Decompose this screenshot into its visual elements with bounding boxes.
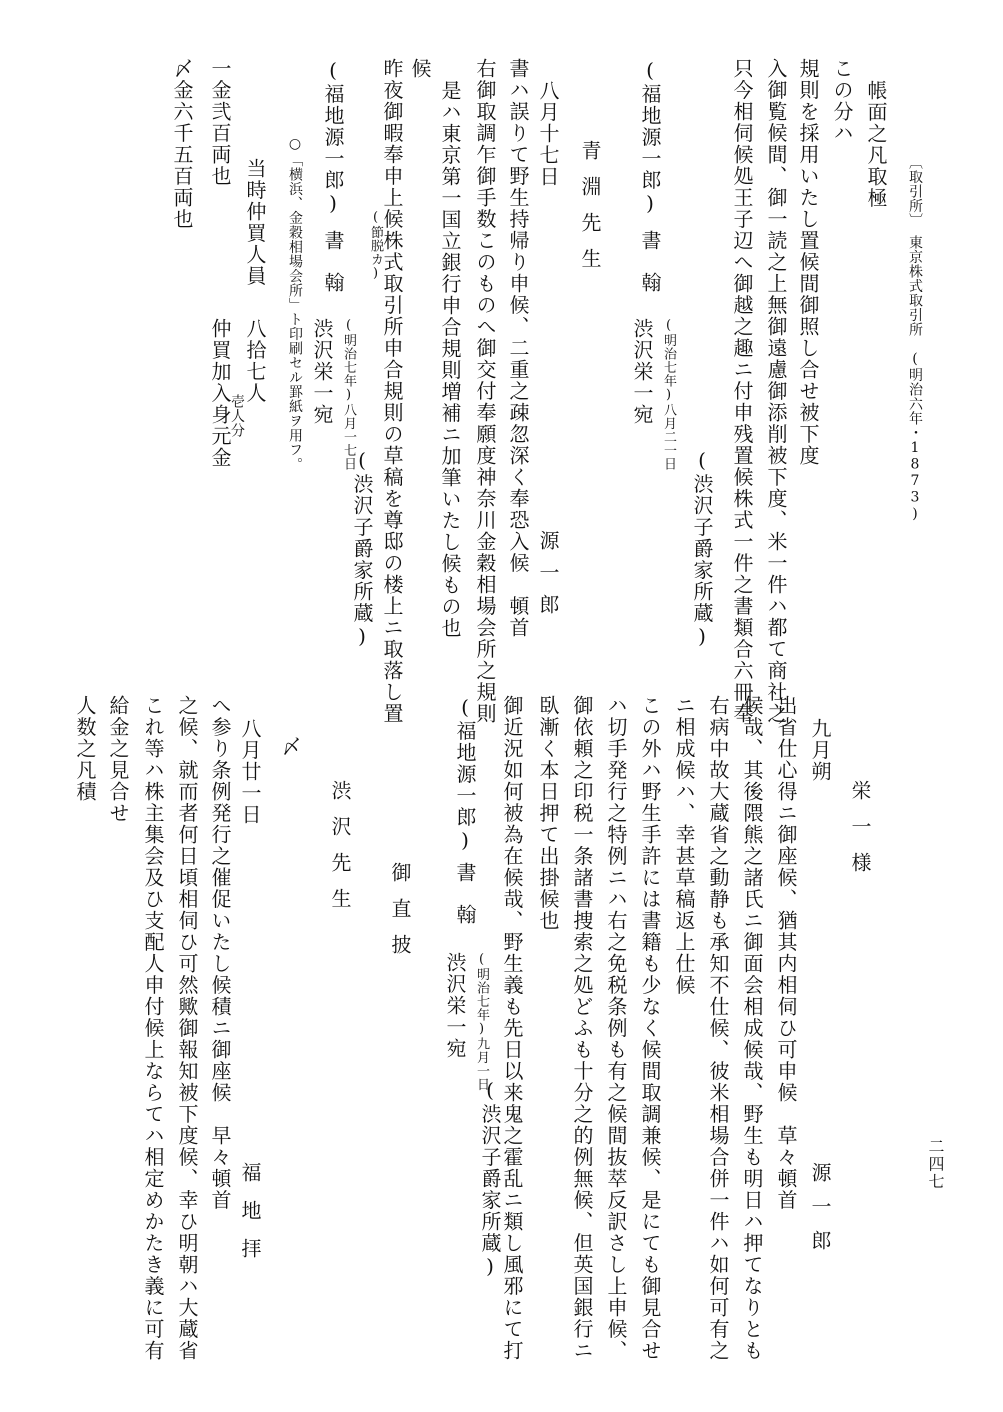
letter1-heading-dest: 渋沢栄一宛 [310,318,334,426]
letter1-line-3: 是ハ東京第一国立銀行申合規則増補ニ加筆いたし候もの也 [438,80,462,639]
letter1-date: 八月十七日 [536,80,560,188]
letter2-heading-sender: (福地源一郎) [638,58,662,217]
letter3-line-6: ニ相成候ハ、幸甚草稿返上仕候 [672,695,696,996]
text-col-editor-note: ○「横浜、金穀相場会所」ト印刷セル罫紙ヲ用フ。 [287,136,303,472]
letter1-line-1: 昨夜御暇奉申上候株式取引所申合規則の草稿を尊邸の楼上ニ取落し置 [380,58,404,725]
letter1-line-4: 右御取調乍御手数このものへ御交付奉願度神奈川金穀相場会所之規則 [473,58,497,725]
letter3-source: (渋沢子爵家所蔵) [478,1078,502,1280]
letter1-heading-title: 書翰 [321,230,345,314]
letter2-cont-line-4: 之候、就而者何日頃相伺ひ可然歟御報知被下度候、幸ひ明朝ハ大蔵省 [175,695,199,1362]
letter3-line-9: 出省仕心得ニ御座候、猶其内相伺ひ可申候 草々頓首 [774,695,798,1211]
letter2-line-1: 只今相伺候処王子辺へ御越之趣ニ付申残置候株式一件之書類合六冊奉 [730,58,754,725]
letter1-note-missing: (節脱カ) [368,210,383,282]
letter2-source: (渋沢子爵家所蔵) [690,448,714,650]
letter2-addressee: 渋沢先生 [328,780,352,924]
letter1-source: (渋沢子爵家所蔵) [350,448,374,650]
letter1-addressee: 青淵先生 [578,140,602,284]
letter1-signature: 源一郎 [536,530,560,626]
letter3-line-2: 臥漸く本日押て出掛候也 [536,695,560,932]
letter3-line-5: この外ハ野生手許には書籍も少なく候間取調兼候、是にても御見合せ [638,695,662,1362]
text-col-amount-total: 〆金六千五百両也 [170,58,194,230]
text-deposit-note: 壱人分 [229,394,245,438]
letter2-closing-mark: 〆 [278,736,302,758]
letter3-date: 九月朔 [808,718,832,783]
letter2-heading-title: 書翰 [638,230,662,314]
text-brokers-count: 八拾七人 [243,318,267,404]
letter3-heading-sender: (福地源一郎) [453,695,477,854]
letter3-heading-title: 書翰 [453,862,477,946]
letter2-direct-open: 御直披 [388,862,412,970]
letter2-date: 八月廿一日 [238,718,262,826]
letter3-addressee: 栄一様 [848,780,872,888]
letter3-signature: 源一郎 [808,1162,832,1264]
section-footer-label: 〔取引所〕 東京株式取引所 (明治六年・1873) [907,155,923,523]
text-col-amount-deposit: 一金弐百両也 [208,58,232,187]
letter2-line-4: この分ハ [830,58,854,144]
page-number: 二四七 [926,1138,945,1191]
letter2-line-5: 帳面之凡取極 [864,80,888,209]
letter3-heading-date: (明治七年)九月一日 [474,952,489,1091]
letter3-line-3: 御依頼之印税一条諸書捜索之処どふも十分之的例無候、但英国銀行ニ [570,695,594,1362]
letter3-line-8: 候哉、其後隈熊之諸氏ニ御面会相成候哉、野生も明日ハ押てなりとも [740,695,764,1362]
letter3-line-4: ハ切手発行之特例ニハ右之免税条例も有之候間抜萃反訳さし上申候、 [604,695,628,1362]
letter1-heading-sender: (福地源一郎) [321,58,345,217]
letter2-cont-line-1: 人数之凡積 [73,695,97,803]
letter3-heading-dest: 渋沢栄一宛 [443,952,467,1060]
letter2-heading-date: (明治七年)八月二一日 [661,318,676,471]
letter1-line-2: 候 [408,58,432,80]
letter2-cont-line-2: 給金之見合せ [106,695,130,824]
letter3-line-1: 御近況如何被為在候哉、野生義も先日以来鬼之霍乱ニ類し風邪にて打 [500,695,524,1362]
text-col-brokers: 当時仲買人員 [243,158,267,287]
letter2-line-2: 入御覧候間、御一読之上無御遠慮御添削被下度、米一件ハ都て商社之 [764,58,788,725]
letter3-line-7: 右病中故大蔵省之動静も承知不仕候、彼米相場合併一件ハ如何可有之 [706,695,730,1362]
letter1-line-5: 書ハ誤りて野生持帰り申候、二重之疎忽深く奉恐入候 頓首 [506,58,530,639]
letter2-line-3: 規則を採用いたし置候間御照し合せ被下度 [796,58,820,467]
letter1-heading-date: (明治七年)八月一七日 [341,318,356,471]
letter2-heading-dest: 渋沢栄一宛 [630,318,654,426]
letter2-cont-line-5: へ参り条例発行之催促いたし候積ニ御座候 早々頓首 [208,695,232,1211]
text-deposit-label: 仲買加入身元金 [208,318,232,469]
letter2-signature: 福地拝 [238,1162,262,1276]
letter2-cont-line-3: これ等ハ株主集会及ひ支配人申付候上ならてハ相定めかたき義に可有 [141,695,165,1362]
